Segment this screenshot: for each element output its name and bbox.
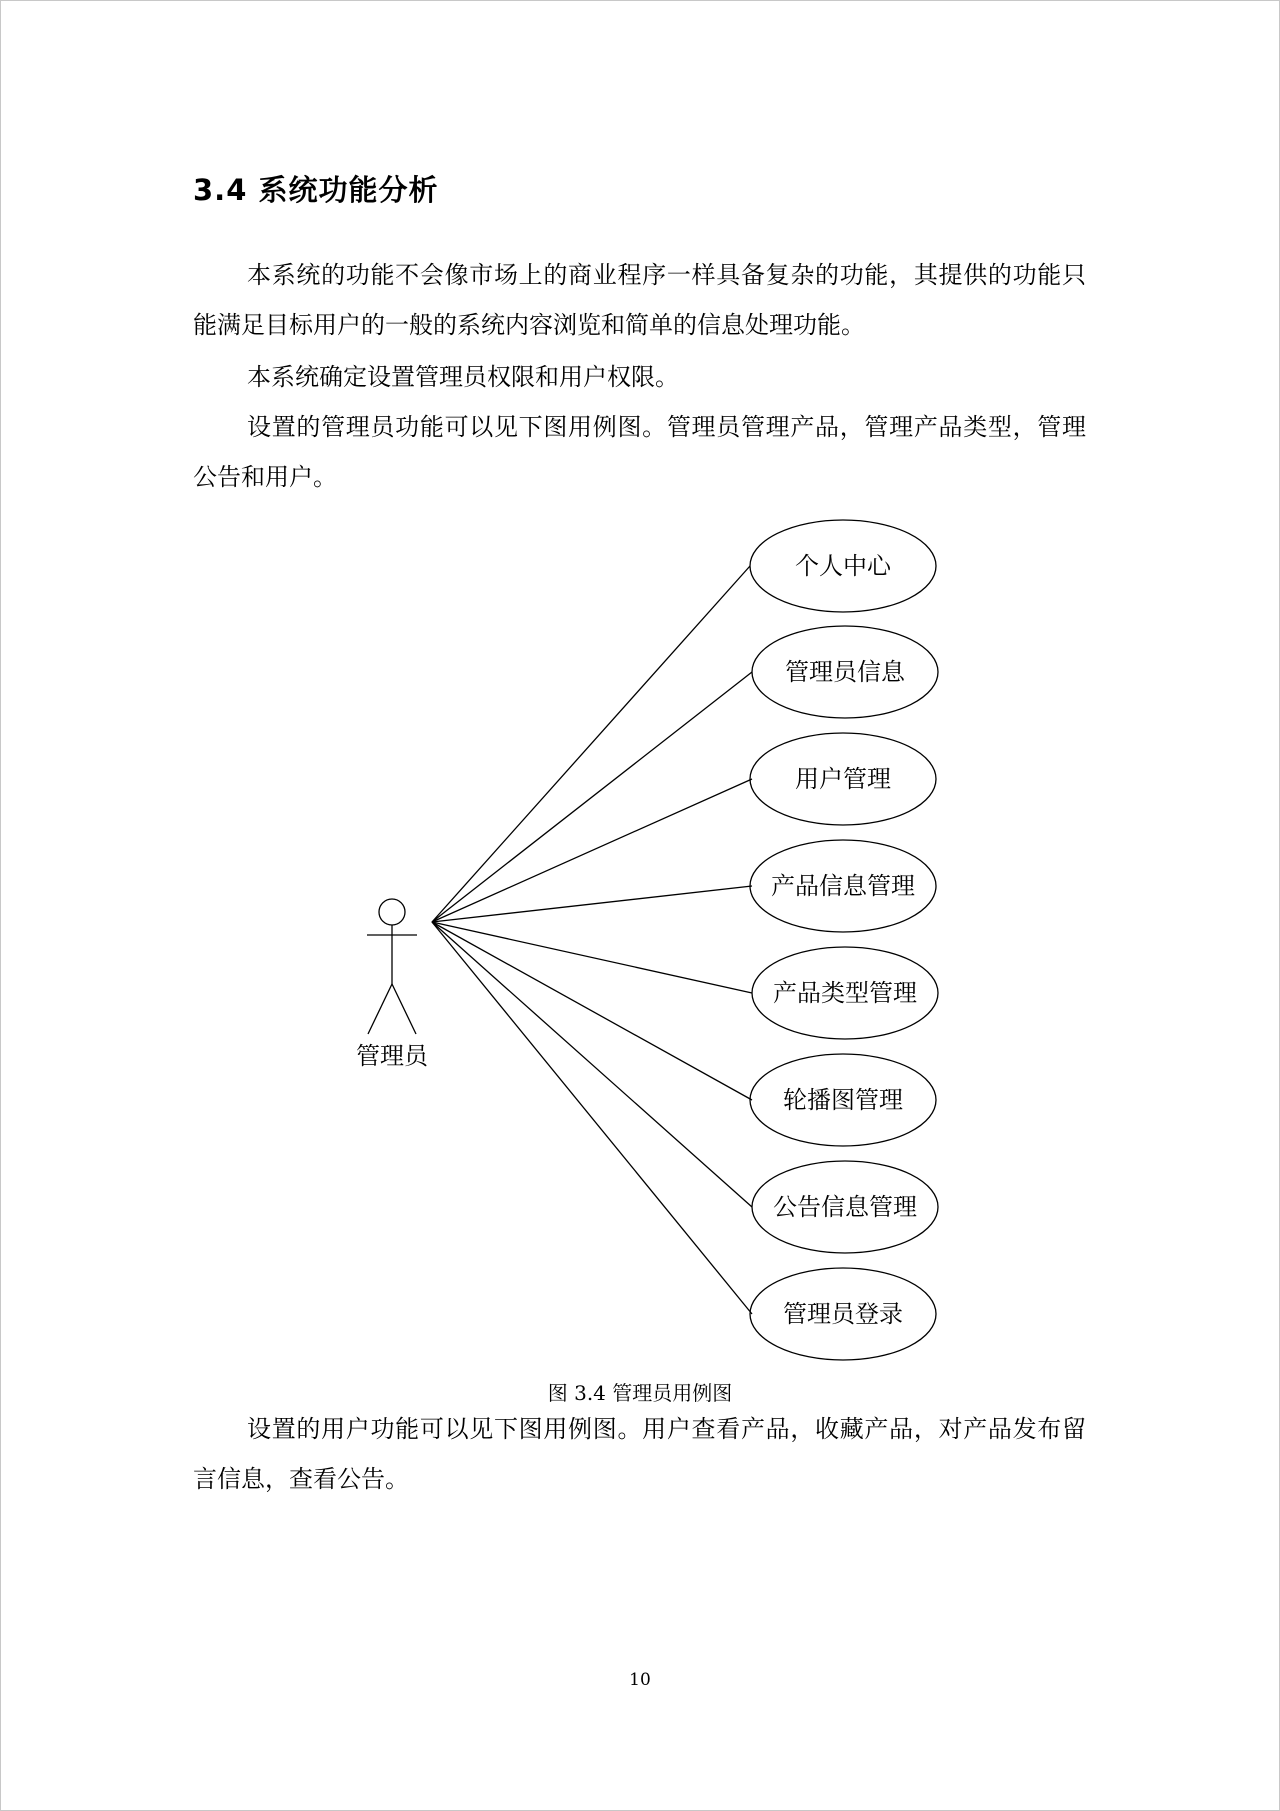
association-line — [432, 779, 752, 922]
use-case-label: 产品信息管理 — [771, 872, 915, 900]
actor-icon — [367, 899, 417, 1034]
paragraph-permissions: 本系统确定设置管理员权限和用户权限。 — [247, 363, 679, 391]
association-line — [432, 922, 752, 1207]
paragraph-intro: 本系统的功能不会像市场上的商业程序一样具备复杂的功能，其提供的功能只能满足目标用户的一般的系统内容浏览和简单的信息处理功能。 — [193, 261, 1086, 339]
use-case-label: 用户管理 — [795, 765, 891, 793]
figure-caption: 图 3.4 管理员用例图 — [547, 1381, 733, 1405]
use-case-label: 公告信息管理 — [773, 1193, 917, 1221]
page-number: 10 — [629, 1670, 651, 1690]
use-case-label: 管理员信息 — [785, 658, 905, 686]
section-title: 3.4 系统功能分析 — [193, 173, 439, 207]
paragraph-user-functions: 设置的用户功能可以见下图用例图。用户查看产品，收藏产品，对产品发布留言信息，查看公告。 — [193, 1415, 1086, 1493]
association-line — [432, 886, 752, 922]
actor-label: 管理员 — [356, 1042, 428, 1070]
association-line — [432, 922, 752, 1314]
association-line — [432, 922, 752, 1100]
paragraph-admin-functions: 设置的管理员功能可以见下图用例图。管理员管理产品，管理产品类型，管理公告和用户。 — [193, 413, 1086, 491]
use-case-label: 产品类型管理 — [773, 979, 917, 1007]
use-case-label: 管理员登录 — [783, 1300, 903, 1328]
use-case-label: 轮播图管理 — [783, 1086, 903, 1114]
association-line — [432, 672, 752, 922]
association-line — [432, 922, 752, 993]
use-case-label: 个人中心 — [795, 552, 891, 580]
association-line — [432, 566, 750, 922]
